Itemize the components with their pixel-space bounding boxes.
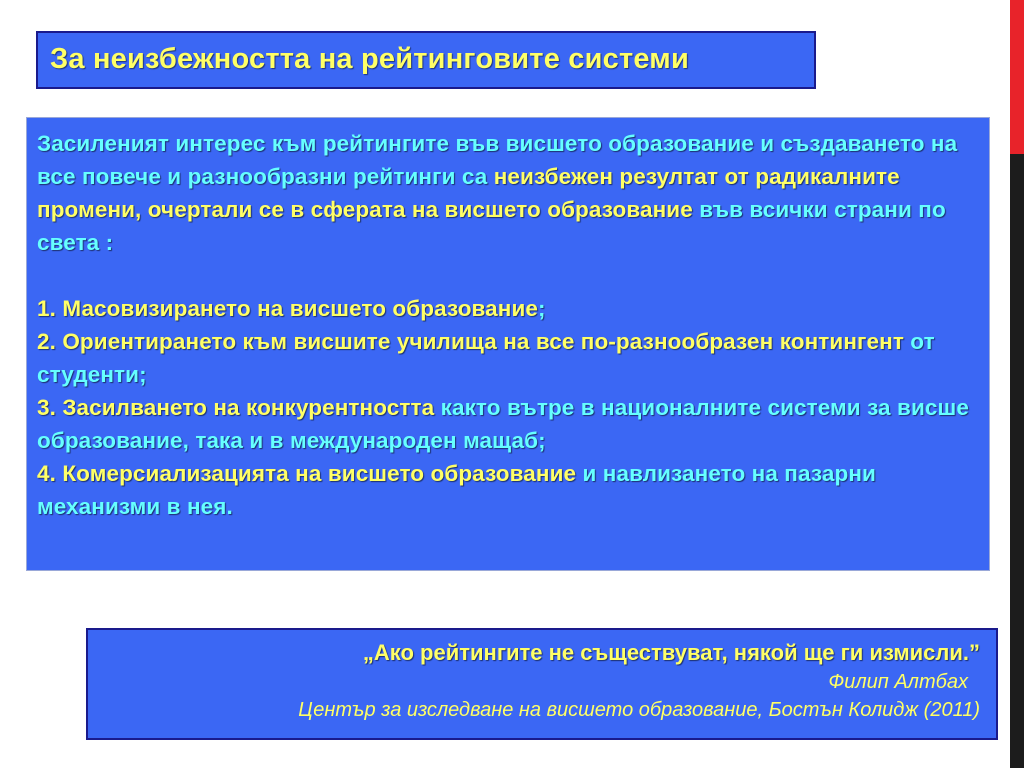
list-item-number: 2. bbox=[37, 329, 63, 354]
list-item-4 bbox=[37, 457, 979, 523]
list-item-number: 4. bbox=[37, 461, 63, 486]
list-item-3 bbox=[37, 391, 979, 457]
title-box bbox=[36, 31, 816, 89]
slide-title: За неизбежността на рейтинговите системи bbox=[50, 43, 689, 75]
edge-accent-dark bbox=[1010, 154, 1024, 768]
quote-text: „Ако рейтингите не съществуват, някой ще ги измисли.” bbox=[362, 640, 980, 665]
list-item-highlight: Масовизирането на висшето образование bbox=[62, 296, 539, 321]
list-item-1 bbox=[37, 292, 979, 325]
intro-paragraph bbox=[37, 127, 979, 259]
list-item-highlight: Ориентирането към висшите училища на все по-разнообразен контингент bbox=[62, 329, 904, 354]
intro-text-1: Засиленият интерес към рейтингите във висшето образование и създаването на все повече и разнообразни рейтинги са bbox=[37, 131, 958, 189]
list-item-rest: ; bbox=[538, 296, 546, 321]
list-item-2 bbox=[37, 325, 979, 391]
quote-box bbox=[86, 628, 998, 740]
edge-accent-red bbox=[1010, 0, 1024, 154]
list-item-number: 1. bbox=[37, 296, 63, 321]
content-box bbox=[26, 117, 990, 571]
list-item-rest: от студенти; bbox=[37, 329, 935, 387]
list-item-rest: както вътре в националните системи за висше образование, така и в международен мащаб; bbox=[37, 395, 969, 453]
list-item-highlight: Засилването на конкурентността bbox=[62, 395, 435, 420]
quote-author: Филип Алтбах bbox=[828, 671, 968, 693]
paragraph-spacer bbox=[37, 259, 979, 292]
list-item-number: 3. bbox=[37, 395, 63, 420]
intro-text-highlight: неизбежен резултат от радикалните промени, очертали се в сферата на висшето образование bbox=[37, 164, 900, 222]
intro-text-3: във всички страни по света : bbox=[37, 197, 946, 255]
list-item-rest: и навлизането на пазарни механизми в нея. bbox=[37, 461, 876, 519]
list-item-highlight: Комерсиализацията на висшето образование bbox=[62, 461, 577, 486]
quote-source: Център за изследване на висшето образование, Бостън Колидж (2011) bbox=[298, 699, 980, 721]
